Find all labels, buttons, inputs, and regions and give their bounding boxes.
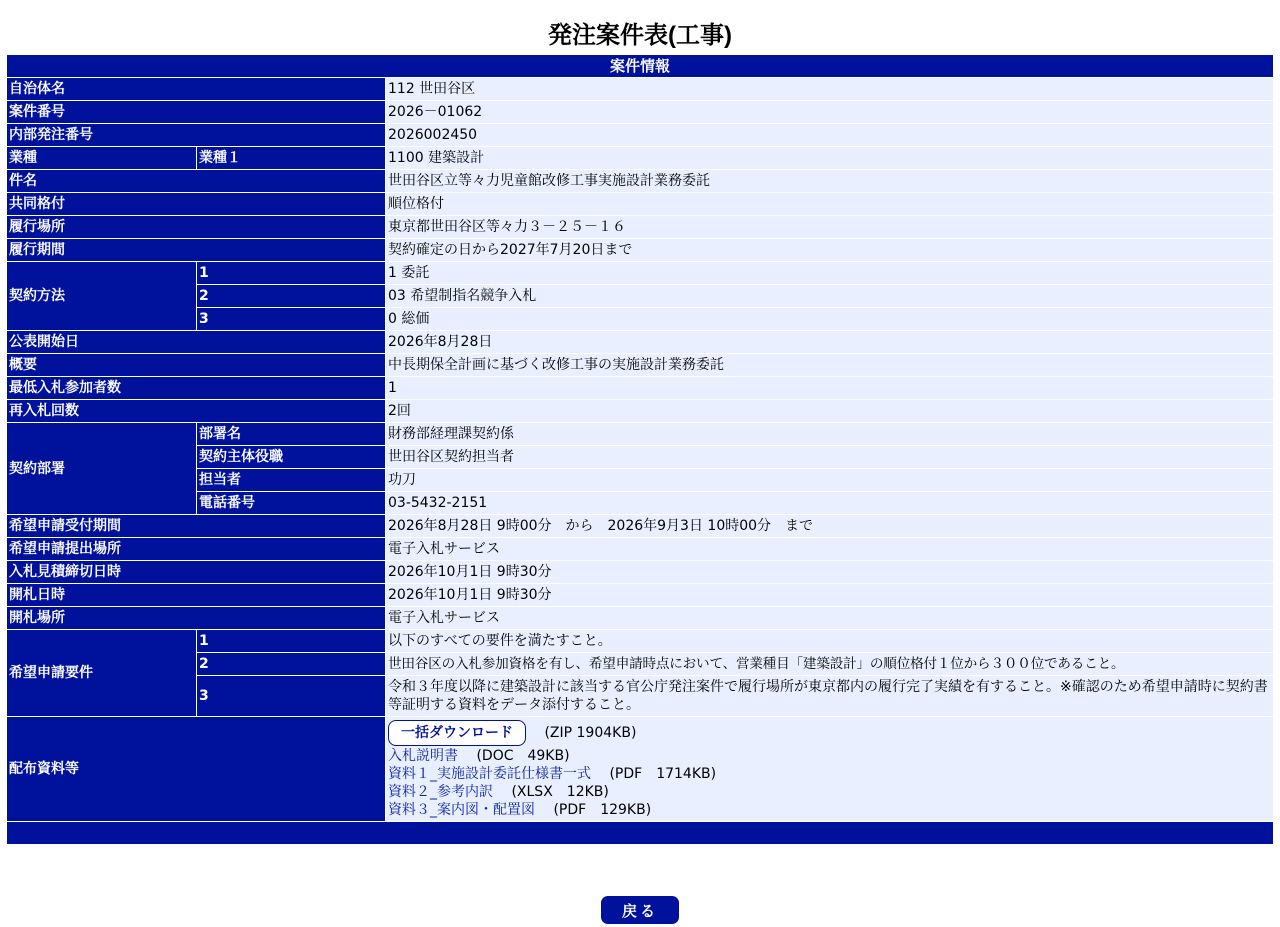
row-apply-period xyxy=(7,515,1273,537)
label-open-place: 開札場所 xyxy=(7,607,385,629)
label-min-bidders: 最低入札参加者数 xyxy=(7,377,385,399)
bulk-download-meta: (ZIP 1904KB) xyxy=(544,725,637,741)
file-item xyxy=(388,765,1271,783)
label-industry: 業種 xyxy=(7,147,196,169)
back-button[interactable]: 戻る xyxy=(601,896,679,924)
value-apply-period: 2026年8月28日 9時00分 から 2026年9月3日 10時00分 まで xyxy=(386,515,1273,537)
sublabel-method-1: 1 xyxy=(197,262,385,284)
label-period: 履行期間 xyxy=(7,239,385,261)
row-open-date xyxy=(7,584,1273,606)
value-apply-place: 電子入札サービス xyxy=(386,538,1273,560)
bulk-download-button[interactable]: 一括ダウンロード xyxy=(388,720,526,746)
label-municipality: 自治体名 xyxy=(7,78,385,100)
sublabel-requirement-2: 2 xyxy=(197,653,385,675)
sublabel-requirement-1: 1 xyxy=(197,630,385,652)
row-method-2 xyxy=(7,285,1273,307)
label-place: 履行場所 xyxy=(7,216,385,238)
file-meta: (PDF 1714KB) xyxy=(609,766,717,782)
value-case-no: 2026－01062 xyxy=(386,101,1273,123)
row-place xyxy=(7,216,1273,238)
label-requirements: 希望申請要件 xyxy=(7,630,196,716)
file-item xyxy=(388,783,1271,801)
file-item xyxy=(388,747,1271,765)
value-internal-no: 2026002450 xyxy=(386,124,1273,146)
row-rebid xyxy=(7,400,1273,422)
row-joint xyxy=(7,193,1273,215)
sublabel-dept-name: 部署名 xyxy=(197,423,385,445)
sublabel-method-2: 2 xyxy=(197,285,385,307)
row-dept-3 xyxy=(7,469,1273,491)
value-dept-phone: 03-5432-2151 xyxy=(386,492,1273,514)
value-industry: 1100 建築設計 xyxy=(386,147,1273,169)
label-joint: 共同格付 xyxy=(7,193,385,215)
row-case-no xyxy=(7,101,1273,123)
file-link-spec[interactable]: 資料１_実施設計委託仕様書一式 xyxy=(388,766,591,782)
label-method: 契約方法 xyxy=(7,262,196,330)
value-requirement-3: 令和３年度以降に建築設計に該当する官公庁発注案件で履行場所が東京都内の履行完了実績を有すること。※確認のため希望申請時に契約書等証明する資料をデータ添付すること。 xyxy=(386,676,1273,716)
value-summary: 中長期保全計画に基づく改修工事の実施設計業務委託 xyxy=(386,354,1273,376)
row-materials xyxy=(7,717,1273,821)
row-industry xyxy=(7,147,1273,169)
file-meta: (DOC 49KB) xyxy=(476,748,570,764)
row-requirements-3 xyxy=(7,676,1273,716)
row-apply-place xyxy=(7,538,1273,560)
sublabel-requirement-3: 3 xyxy=(197,676,385,716)
row-internal-no xyxy=(7,124,1273,146)
row-open-place xyxy=(7,607,1273,629)
row-dept-4 xyxy=(7,492,1273,514)
file-item xyxy=(388,801,1271,819)
label-materials: 配布資料等 xyxy=(7,717,385,821)
label-pub-start: 公表開始日 xyxy=(7,331,385,353)
row-summary xyxy=(7,354,1273,376)
row-method-3 xyxy=(7,308,1273,330)
value-municipality: 112 世田谷区 xyxy=(386,78,1273,100)
row-pub-start xyxy=(7,331,1273,353)
value-requirement-2: 世田谷区の入札参加資格を有し、希望申請時点において、営業種目「建築設計」の順位格付１位から３００位であること。 xyxy=(386,653,1273,675)
sublabel-dept-person: 担当者 xyxy=(197,469,385,491)
value-method-3: 0 総価 xyxy=(386,308,1273,330)
sublabel-method-3: 3 xyxy=(197,308,385,330)
label-case-no: 案件番号 xyxy=(7,101,385,123)
row-municipality xyxy=(7,78,1273,100)
value-dept-person: 功刀 xyxy=(386,469,1273,491)
label-dept: 契約部署 xyxy=(7,423,196,514)
value-period: 契約確定の日から2027年7月20日まで xyxy=(386,239,1273,261)
bulk-download-line xyxy=(388,719,1271,747)
value-joint: 順位格付 xyxy=(386,193,1273,215)
label-summary: 概要 xyxy=(7,354,385,376)
case-info-table xyxy=(6,54,1274,845)
page-title: 発注案件表(工事) xyxy=(548,22,732,49)
label-internal-no: 内部発注番号 xyxy=(7,124,385,146)
value-estimate-deadline: 2026年10月1日 9時30分 xyxy=(386,561,1273,583)
label-apply-period: 希望申請受付期間 xyxy=(7,515,385,537)
value-rebid: 2回 xyxy=(386,400,1273,422)
value-materials xyxy=(386,717,1273,821)
row-dept-1 xyxy=(7,423,1273,445)
file-meta: (PDF 129KB) xyxy=(553,802,652,818)
value-method-2: 03 希望制指名競争入札 xyxy=(386,285,1273,307)
row-requirements-1 xyxy=(7,630,1273,652)
label-subject: 件名 xyxy=(7,170,385,192)
value-place: 東京都世田谷区等々力３－２５－１６ xyxy=(386,216,1273,238)
table-footer-bar xyxy=(7,822,1273,844)
label-open-date: 開札日時 xyxy=(7,584,385,606)
label-apply-place: 希望申請提出場所 xyxy=(7,538,385,560)
sublabel-industry: 業種１ xyxy=(197,147,385,169)
label-estimate-deadline: 入札見積締切日時 xyxy=(7,561,385,583)
label-rebid: 再入札回数 xyxy=(7,400,385,422)
value-pub-start: 2026年8月28日 xyxy=(386,331,1273,353)
sublabel-dept-phone: 電話番号 xyxy=(197,492,385,514)
file-link-map[interactable]: 資料３_案内図・配置図 xyxy=(388,802,535,818)
file-meta: (XLSX 12KB) xyxy=(511,784,609,800)
value-requirement-1: 以下のすべての要件を満たすこと。 xyxy=(386,630,1273,652)
file-link-reference-breakdown[interactable]: 資料２_参考内訳 xyxy=(388,784,493,800)
section-header: 案件情報 xyxy=(7,55,1273,77)
row-dept-2 xyxy=(7,446,1273,468)
row-estimate-deadline xyxy=(7,561,1273,583)
value-min-bidders: 1 xyxy=(386,377,1273,399)
sublabel-dept-role: 契約主体役職 xyxy=(197,446,385,468)
row-period xyxy=(7,239,1273,261)
row-subject xyxy=(7,170,1273,192)
value-method-1: 1 委託 xyxy=(386,262,1273,284)
value-dept-name: 財務部経理課契約係 xyxy=(386,423,1273,445)
value-subject: 世田谷区立等々力児童館改修工事実施設計業務委託 xyxy=(386,170,1273,192)
row-min-bidders xyxy=(7,377,1273,399)
value-open-place: 電子入札サービス xyxy=(386,607,1273,629)
row-requirements-2 xyxy=(7,653,1273,675)
value-open-date: 2026年10月1日 9時30分 xyxy=(386,584,1273,606)
file-link-bid-description[interactable]: 入札説明書 xyxy=(388,748,458,764)
row-method-1 xyxy=(7,262,1273,284)
value-dept-role: 世田谷区契約担当者 xyxy=(386,446,1273,468)
